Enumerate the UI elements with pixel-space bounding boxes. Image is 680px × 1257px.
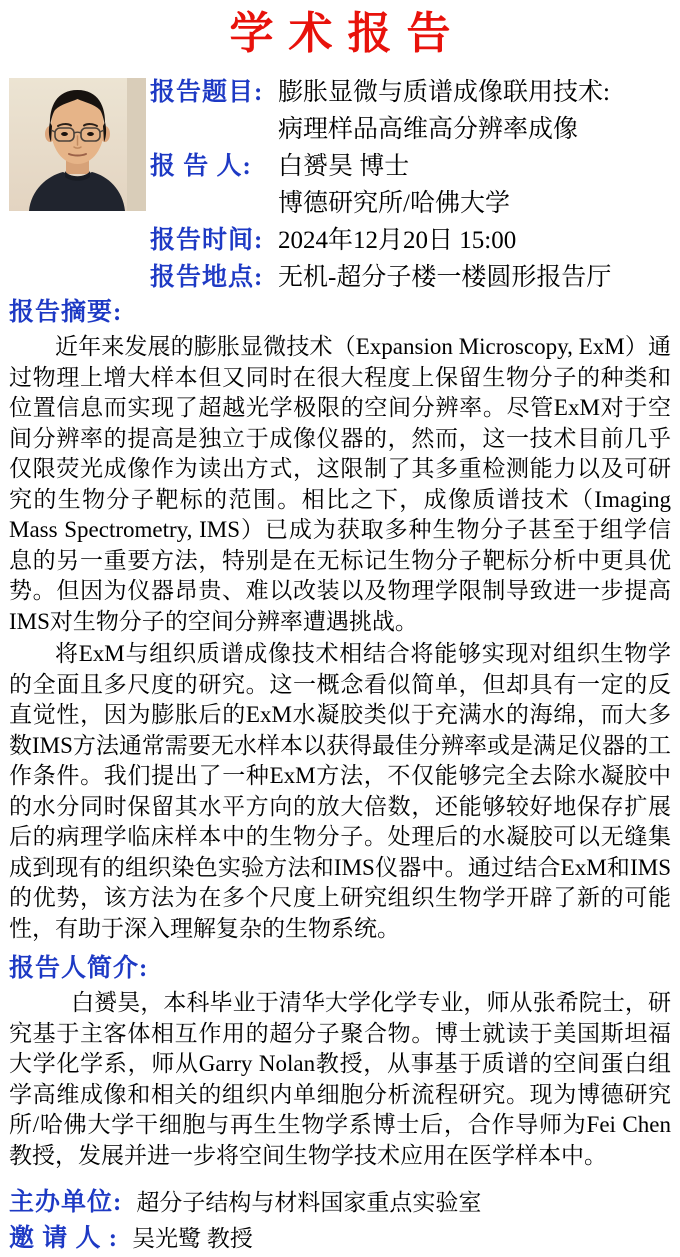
seminar-poster: [0, 8, 680, 1257]
speaker-name: 白赟昊 博士: [278, 153, 410, 180]
page-title: 学术报告: [229, 9, 466, 58]
talk-info: [150, 74, 671, 296]
header-section: [9, 74, 671, 296]
time-value: 2024年12月20日 15:00: [278, 227, 517, 254]
venue-value: 无机-超分子楼一楼圆形报告厅: [278, 264, 612, 291]
organizer-row: [9, 1185, 671, 1221]
speaker-affiliation: 博德研究所/哈佛大学: [278, 190, 510, 217]
speaker-photo-image: [9, 78, 146, 211]
abstract-heading: 报告摘要:: [9, 299, 123, 326]
speaker-photo: [9, 78, 146, 211]
venue-label: 报告地点:: [150, 264, 264, 291]
abstract-paragraph-1: 近年来发展的膨胀显微技术（Expansion Microscopy, ExM）通过物理上增大样本但又同时在很大程度上保留生物分子的种类和位置信息而实现了超越光学极限的空间分辨率。尽管ExM对于空间分辨率的提高是独立于成像仪器的，然而，这一技术目前几乎仅限荧光成像作为读出方式，这限制了其多重检测能力以及可研究的生物分子靶标的范围。相比之下，成像质谱技术（Imaging Mass Spectrometry, IMS）已成为获取多种生物分子甚至于组学信息的另一重要方法，特别是在无标记生物分子靶标分析中更具优势。但因为仪器昂贵、难以改装以及物理学限制导致进一步提高IMS对生物分子的空间分辨率遭遇挑战。: [9, 334, 671, 634]
footer-section: [9, 1185, 671, 1257]
abstract-paragraph-2: 将ExM与组织质谱成像技术相结合将能够实现对组织生物学的全面且多尺度的研究。这一概念看似简单，但却具有一定的反直觉性，因为膨胀后的ExM水凝胶类似于充满水的海绵，而大多数IMS方法通常需要无水样本以获得最佳分辨率或是满足仪器的工作条件。我们提出了一种ExM方法，不仅能够完全去除水凝胶中的水分同时保留其水平方向的放大倍数，还能够较好地保存扩展后的病理学临床样本中的生物分子。处理后的水凝胶可以无缝集成到现有的组织染色实验方法和IMS仪器中。通过结合ExM和IMS的优势，该方法为在多个尺度上研究组织生物学开辟了新的可能性，有助于深入理解复杂的生物系统。: [9, 641, 671, 941]
spacer: [150, 185, 270, 222]
topic-value-line2: 病理样品高维高分辨率成像: [278, 116, 579, 143]
spacer: [150, 111, 270, 148]
topic-label: 报告题目:: [150, 79, 264, 106]
time-label: 报告时间:: [150, 227, 264, 254]
speaker-label: 报 告 人:: [150, 153, 252, 180]
organizer-value: 超分子结构与材料国家重点实验室: [136, 1190, 482, 1215]
bio-heading: 报告人简介:: [9, 955, 149, 982]
bio-paragraph: 白赟昊，本科毕业于清华大学化学专业，师从张希院士，研究基于主客体相互作用的超分子聚合物。博士就读于美国斯坦福大学化学系，师从Garry Nolan教授，从事基于质谱的空间蛋白组学高维成像和相关的组织内单细胞分析流程研究。现为博德研究所/哈佛大学干细胞与再生生物学系博士后，合作导师为Fei Chen教授，发展并进一步将空间生物学技术应用在医学样本中。: [9, 990, 671, 1168]
inviter-value: 吴光鹭 教授: [132, 1226, 253, 1251]
inviter-row: [9, 1221, 671, 1257]
organizer-label: 主办单位:: [9, 1189, 123, 1216]
inviter-label: 邀 请 人 :: [9, 1225, 119, 1252]
topic-value-line1: 膨胀显微与质谱成像联用技术:: [278, 79, 610, 106]
